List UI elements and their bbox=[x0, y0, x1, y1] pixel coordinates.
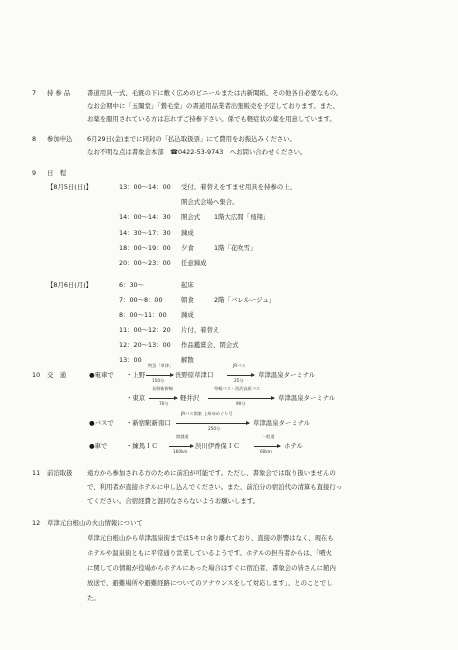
schedule-event: 夕食 bbox=[181, 243, 194, 252]
section-12-line-1: 草津元白根山から草津温泉街までは5キロ余り離れており、直接の影響はなく、現在も bbox=[87, 534, 334, 542]
route-1-seg1-mode: 特急「草津」 bbox=[148, 363, 174, 368]
schedule-event: 朝食 bbox=[181, 296, 194, 304]
section-7-line-1: 書道用具一式、毛氈の下に敷く広めのビニールまたは古新聞紙、その他各自必要なもの。 bbox=[87, 89, 343, 97]
schedule-time: 12：20～13：00 bbox=[119, 341, 171, 349]
section-12-line-5: た。 bbox=[87, 594, 100, 602]
section-11-title: 前泊取扱 bbox=[47, 469, 73, 477]
schedule-row bbox=[0, 312, 458, 322]
route-4-seg2-arrow bbox=[254, 446, 280, 447]
route-4-seg1-distance: 160km bbox=[173, 449, 188, 454]
section-7-title: 持 参 品 bbox=[47, 89, 71, 97]
schedule-event: 受付、着替えをすませ用具を持参の上、 bbox=[181, 183, 297, 191]
route-2-seg1-time: 70分 bbox=[159, 401, 169, 406]
section-12-title: 草津元白根山の火山情報について bbox=[47, 519, 143, 527]
schedule-place: 1階「花吹雪」 bbox=[214, 243, 257, 252]
route-1-seg2-mode: JRバス bbox=[233, 363, 246, 368]
schedule-row bbox=[0, 327, 458, 337]
schedule-time: 18：00～19：00 bbox=[119, 243, 171, 252]
schedule-row bbox=[0, 214, 458, 224]
section-7-line-3: お薬を服用されている方は忘れずご持参下さい。係でも軽症状の薬を用意しています。 bbox=[87, 115, 336, 123]
schedule-event: 開会式会場へ集合。 bbox=[181, 198, 239, 207]
route-1-transfer: 長野原草津口 bbox=[175, 371, 214, 379]
schedule-time: 6：30～ bbox=[119, 281, 144, 289]
route-2-destination: 草津温泉ターミナル bbox=[278, 394, 336, 402]
route-4-seg2-mode: 一般道 bbox=[262, 434, 275, 439]
schedule-row bbox=[0, 184, 458, 194]
route-1-seg2-arrow bbox=[227, 375, 254, 376]
schedule-row bbox=[0, 230, 458, 240]
section-9-number: 9 bbox=[32, 169, 37, 177]
section-11-number: 11 bbox=[32, 469, 41, 477]
route-4-seg2-distance: 60km bbox=[260, 449, 272, 454]
schedule-time: 14：00～14：30 bbox=[119, 213, 171, 222]
schedule-time: 11：00～12：20 bbox=[119, 326, 171, 334]
schedule-row bbox=[0, 342, 458, 352]
schedule-row bbox=[0, 199, 458, 209]
route-4-seg1-arrow bbox=[169, 446, 193, 447]
schedule-event: 解散 bbox=[181, 356, 194, 364]
route-2-seg2-time: 90分 bbox=[236, 401, 246, 406]
section-7-number: 7 bbox=[32, 89, 37, 97]
route-3-origin: ・新宿駅新南口 bbox=[126, 419, 171, 427]
schedule-row bbox=[0, 357, 458, 367]
section-8-number: 8 bbox=[32, 135, 37, 143]
schedule-row bbox=[0, 297, 458, 307]
route-2-seg1-mode: 長野新幹線 bbox=[152, 386, 173, 391]
schedule-time: 20：00～23：00 bbox=[119, 259, 171, 267]
schedule-day-2-header: 【8月6日(月)】 bbox=[47, 281, 93, 289]
route-4-seg1-mode: 関越道 bbox=[176, 434, 189, 439]
route-1-seg2-time: 25分 bbox=[234, 378, 244, 383]
route-3-destination: 草津温泉ターミナル bbox=[253, 419, 311, 427]
section-12-line-2: ホテルや温泉街ともに平常通り営業しているようです。ホテルの担当者からは、「噴火 bbox=[87, 549, 332, 557]
section-12-line-3: に関しての情報が役場からホテルにあった場合はすぐに宿泊者、書象会の皆さんに館内 bbox=[87, 564, 336, 572]
section-10-title: 交 通 bbox=[47, 371, 67, 379]
route-4-transfer: 渋川伊香保ＩＣ bbox=[195, 442, 240, 450]
schedule-row bbox=[0, 260, 458, 270]
section-12-number: 12 bbox=[32, 519, 41, 527]
schedule-time: 8：00～11：00 bbox=[119, 311, 167, 319]
section-12-line-4: 放送で、避難場所や避難経路についてのアナウンスをして対応します」、とのことでし bbox=[87, 579, 333, 587]
schedule-time: 13：00～14：00 bbox=[119, 183, 171, 191]
schedule-event: 作品鑑賞会、閉会式 bbox=[181, 341, 239, 349]
schedule-event: 起床 bbox=[181, 281, 194, 289]
section-8-line-1: 6月29日(金)までに同封の「払込取扱票」にて費用をお振込みください。 bbox=[87, 135, 296, 143]
bus-label: ●バスで bbox=[89, 419, 114, 427]
route-3-time: 250分 bbox=[208, 426, 221, 431]
schedule-time: 14：30～17：30 bbox=[119, 228, 171, 237]
route-1-seg1-time: 150分 bbox=[152, 378, 165, 383]
schedule-time: 13：00 bbox=[119, 356, 142, 364]
section-11-line-2: で、利用者が直接ホテルに申し込んでください。また、前泊分の宿泊代の清算も直接行っ bbox=[87, 483, 343, 491]
train-label: ●電車で bbox=[89, 371, 114, 379]
section-11-line-1: 遠方から参加される方のために前泊が可能です。ただし、書象会では取り扱いませんの bbox=[87, 469, 336, 477]
schedule-event: 錬成 bbox=[181, 311, 194, 319]
schedule-event: 片付、着替え bbox=[181, 326, 220, 334]
schedule-row bbox=[0, 245, 458, 255]
schedule-place: 1階大広間「飛翔」 bbox=[214, 213, 270, 222]
route-4-origin: ・練馬ＩＣ bbox=[126, 442, 158, 450]
route-2-seg2-mode: 草軽バス・西武高原バス bbox=[214, 386, 261, 391]
section-8-title: 参加申込 bbox=[47, 135, 73, 143]
schedule-event: 開会式 bbox=[181, 213, 201, 222]
schedule-time: 7：00～8：00 bbox=[119, 296, 163, 304]
route-3-mode: JRバス関東 上州ゆめぐり号 bbox=[181, 411, 233, 416]
route-1-origin: ・上野 bbox=[126, 371, 146, 379]
schedule-place: 2階「バレルージュ」 bbox=[214, 296, 276, 304]
route-2-seg1-arrow bbox=[149, 398, 177, 399]
route-1-destination: 草津温泉ターミナル bbox=[258, 371, 316, 379]
schedule-event: 任意錬成 bbox=[181, 259, 207, 267]
route-2-seg2-arrow bbox=[208, 398, 274, 399]
route-2-transfer: 軽井沢 bbox=[180, 394, 200, 402]
route-3-arrow bbox=[176, 423, 249, 424]
schedule-row bbox=[0, 282, 458, 292]
route-2-origin: ・東京 bbox=[126, 394, 146, 402]
car-label: ●車で bbox=[89, 442, 108, 450]
section-10-number: 10 bbox=[32, 371, 41, 379]
section-11-line-3: てください。合宿経費と混同なさらないようお願いします。 bbox=[87, 497, 260, 505]
section-8-line-2: なお不明な点は書象会本部 ☎0422-53-9743 へお問い合わせください。 bbox=[87, 148, 307, 156]
schedule-day-1-header: 【8月5日(日)】 bbox=[47, 183, 93, 191]
schedule-event: 錬成 bbox=[181, 228, 194, 237]
section-7-line-2: なお会期中に「玉闌堂」「鶯毛堂」の書道用品業者出張販売を予定しております。また、 bbox=[87, 102, 339, 110]
route-4-destination: ホテル bbox=[284, 442, 303, 450]
route-1-seg1-arrow bbox=[146, 375, 173, 376]
section-9-title: 日 程 bbox=[47, 169, 67, 177]
